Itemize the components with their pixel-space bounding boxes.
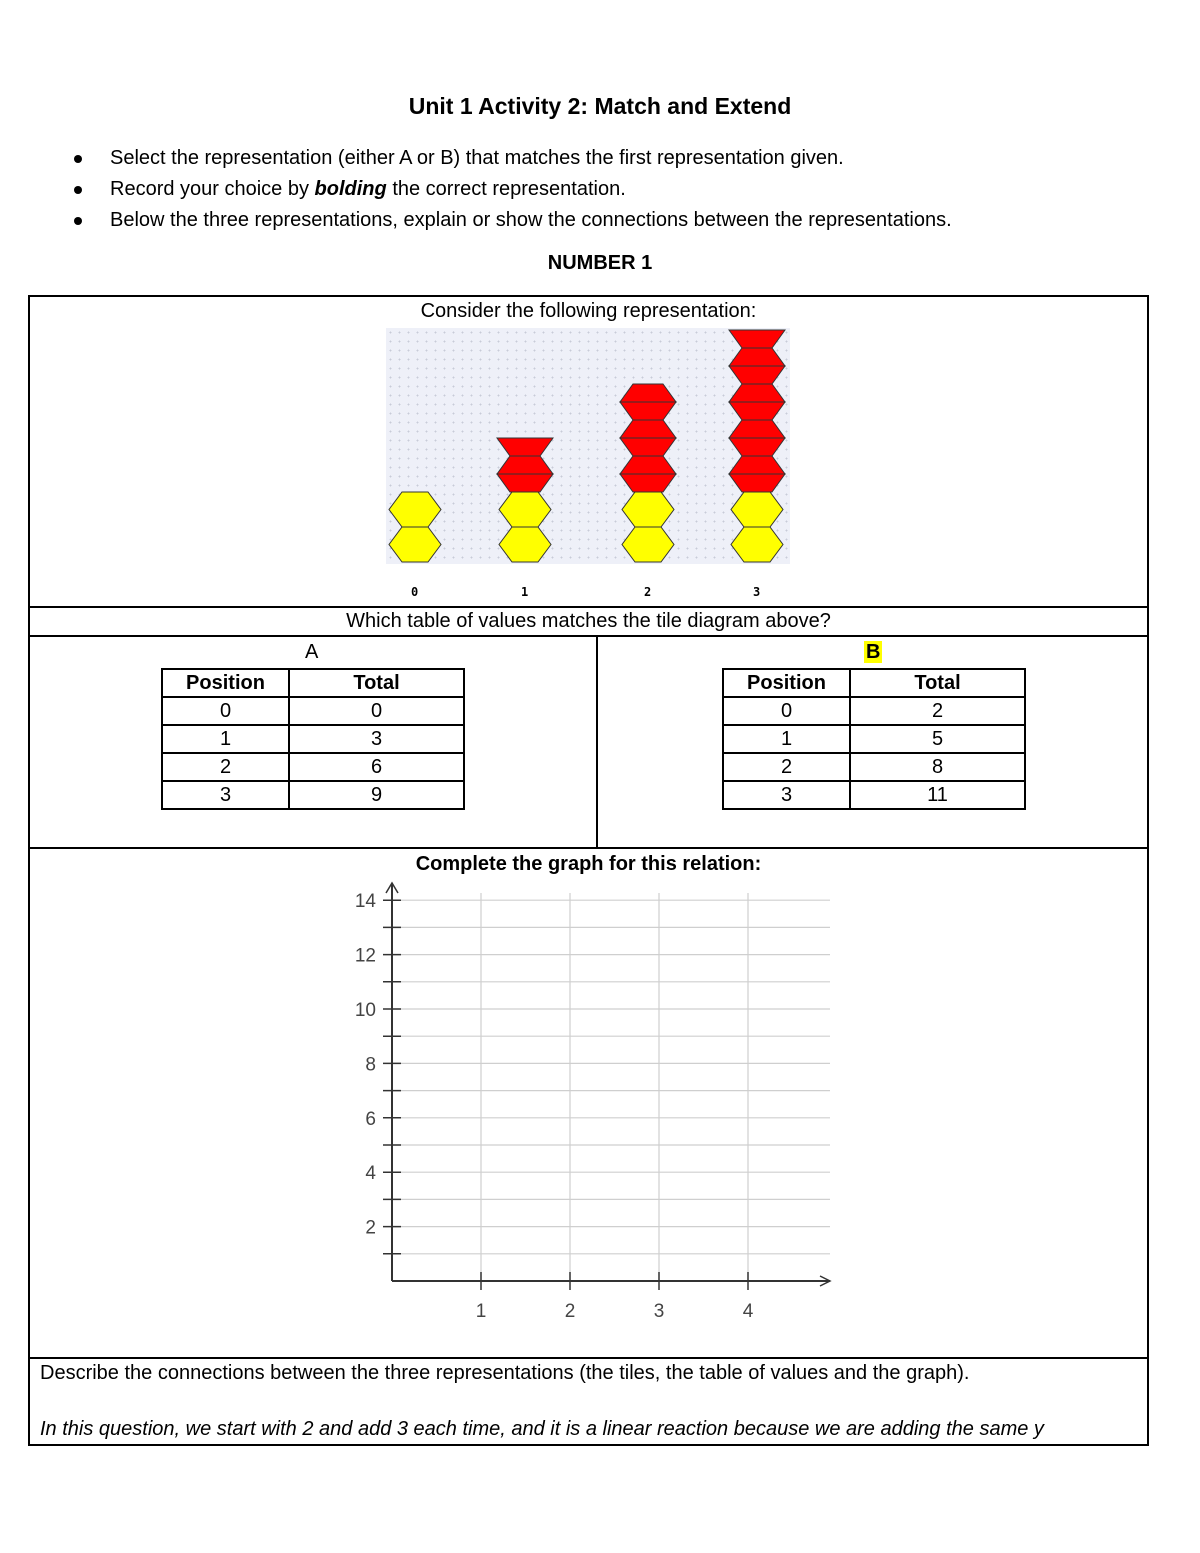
red-trapezoid-tile [729,330,785,348]
x-tick-label: 1 [475,1301,487,1322]
red-trapezoid-tile [729,348,785,366]
table-row [162,697,464,725]
instruction-item [70,143,1150,174]
red-trapezoid-tile [497,438,553,456]
bullet-icon [74,155,82,163]
table-row [162,781,464,809]
table-a [161,668,465,810]
instruction-text: Below the three representations, explain or show the connections between the representations. [110,209,952,231]
table-header: Total [289,669,464,697]
table-cell: 9 [289,781,464,809]
description-prompt: Describe the connections between the three representations (the tiles, the table of values and the graph). [40,1362,970,1384]
x-tick-label: 2 [564,1301,576,1322]
option-a-label: A [305,641,319,663]
red-trapezoid-tile [497,474,553,492]
table-cell: 3 [162,781,289,809]
table-cell: 0 [162,697,289,725]
red-trapezoid-tile [729,438,785,456]
divider [28,1357,1149,1359]
yellow-hexagon-tile [389,527,441,562]
table-row [723,753,1025,781]
table-cell: 1 [162,725,289,753]
red-trapezoid-tile [620,456,676,474]
table-row [162,725,464,753]
y-tick-label: 6 [365,1108,376,1130]
red-trapezoid-tile [729,456,785,474]
table-header: Total [850,669,1025,697]
table-prompt: Which table of values matches the tile diagram above? [346,610,831,632]
x-tick-label: 4 [742,1301,754,1322]
red-trapezoid-tile [620,438,676,456]
red-trapezoid-tile [620,420,676,438]
graph-prompt: Complete the graph for this relation: [415,853,762,875]
red-trapezoid-tile [620,384,676,402]
tile-diagram [386,328,790,564]
option-b-label: B [866,641,881,663]
yellow-hexagon-tile [622,492,674,527]
yellow-hexagon-tile [622,527,674,562]
yellow-hexagon-tile [389,492,441,527]
yellow-hexagon-tile [499,527,551,562]
table-cell: 0 [723,697,850,725]
table-row [723,697,1025,725]
table-cell: 11 [850,781,1025,809]
table-cell: 0 [289,697,464,725]
divider [28,606,1149,608]
bullet-icon [74,186,82,194]
divider [28,635,1149,637]
y-tick-label: 8 [365,1054,376,1076]
position-label: 3 [753,585,761,599]
table-b [722,668,1026,810]
instruction-emphasis: bolding [314,178,387,200]
instruction-text: Record your choice by [110,178,309,200]
red-trapezoid-tile [729,384,785,402]
position-label: 0 [411,585,419,599]
table-header: Position [723,669,850,697]
blank-graph[interactable] [340,875,840,1335]
instruction-item [70,205,1150,236]
red-trapezoid-tile [620,402,676,420]
divider [28,847,1149,849]
y-tick-label: 14 [354,891,376,913]
yellow-hexagon-tile [499,492,551,527]
table-cell: 2 [723,753,850,781]
instruction-text: the correct representation. [392,178,626,200]
table-row [162,753,464,781]
y-tick-label: 10 [354,1000,376,1021]
instruction-item [70,174,1150,205]
instruction-text: Select the representation (either A or B) that matches the first representation given. [110,147,844,169]
answer-text[interactable]: In this question, we start with 2 and add 3 each time, and it is a linear reaction because we are adding the same y [40,1418,1044,1440]
table-row [723,781,1025,809]
yellow-hexagon-tile [731,527,783,562]
instructions-list [70,143,1150,236]
table-cell: 2 [162,753,289,781]
position-label: 1 [521,585,529,599]
table-cell: 5 [850,725,1025,753]
position-label: 2 [644,585,652,599]
number-heading: NUMBER 1 [547,252,653,274]
x-tick-label: 3 [653,1301,665,1322]
y-tick-label: 4 [365,1163,376,1185]
y-tick-label: 2 [365,1217,376,1239]
red-trapezoid-tile [729,366,785,384]
page-title: Unit 1 Activity 2: Match and Extend [408,93,792,119]
table-row [723,725,1025,753]
bullet-icon [74,217,82,225]
table-cell: 2 [850,697,1025,725]
tiles-prompt: Consider the following representation: [420,300,757,322]
yellow-hexagon-tile [731,492,783,527]
table-cell: 3 [723,781,850,809]
table-cell: 1 [723,725,850,753]
column-divider [596,636,598,848]
red-trapezoid-tile [729,402,785,420]
red-trapezoid-tile [497,456,553,474]
y-tick-label: 12 [354,945,376,967]
red-trapezoid-tile [729,420,785,438]
table-header: Position [162,669,289,697]
table-cell: 6 [289,753,464,781]
table-cell: 8 [850,753,1025,781]
table-cell: 3 [289,725,464,753]
red-trapezoid-tile [620,474,676,492]
red-trapezoid-tile [729,474,785,492]
